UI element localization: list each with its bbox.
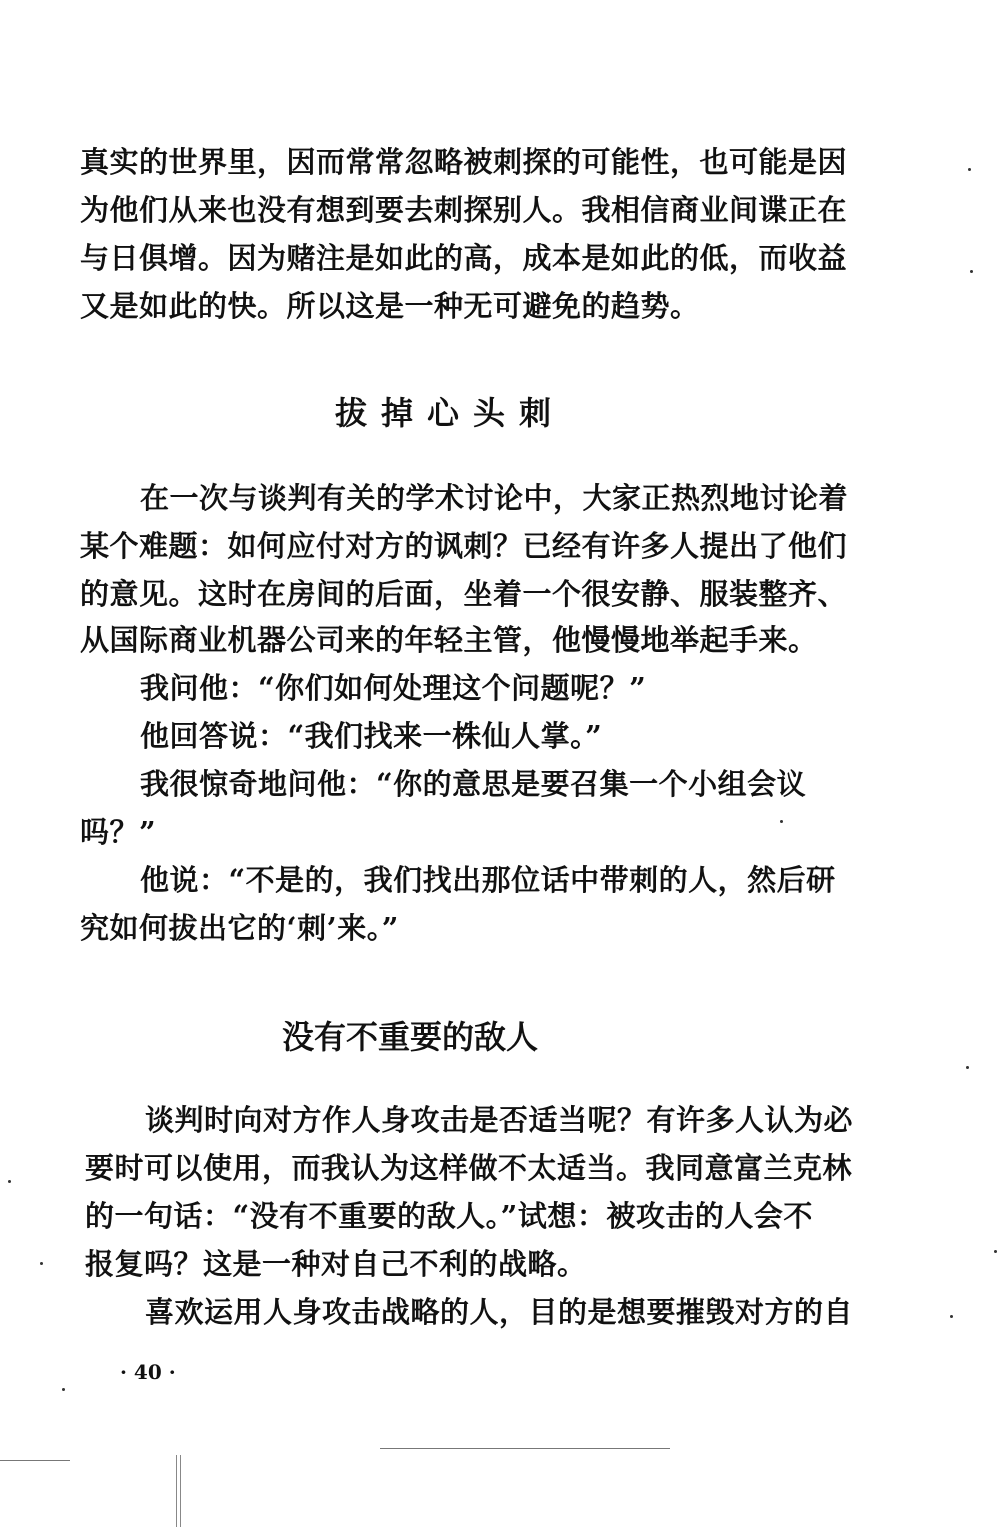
scan-speck	[8, 1180, 11, 1183]
scan-speck	[994, 1250, 997, 1253]
paragraph1-line-1: 真实的世界里，因而常常忽略被刺探的可能性，也可能是因	[80, 145, 848, 179]
scan-artifact-vertical-rule	[176, 1455, 177, 1527]
section1-line-6: 他回答说：“我们找来一株仙人掌。”	[140, 719, 603, 753]
section2-line-4: 报复吗？这是一种对自己不利的战略。	[85, 1247, 587, 1281]
section2-line-2: 要时可以使用，而我认为这样做不太适当。我同意富兰克林	[85, 1151, 853, 1185]
scan-speck	[40, 1262, 43, 1265]
scan-speck	[62, 1388, 65, 1391]
scan-speck	[968, 168, 971, 171]
scan-artifact-rule	[380, 1448, 670, 1449]
section1-line-10: 究如何拔出它的‘刺’来。”	[80, 911, 399, 945]
paragraph1-line-2: 为他们从来也没有想到要去刺探别人。我相信商业间谍正在	[80, 193, 848, 227]
section1-line-5: 我问他：“你们如何处理这个问题呢？”	[140, 671, 647, 705]
section1-line-2: 某个难题：如何应付对方的讽刺？已经有许多人提出了他们	[80, 529, 848, 563]
section1-line-8: 吗？”	[80, 815, 157, 849]
section2-title: 没有不重要的敌人	[281, 1018, 538, 1056]
section2-line-1: 谈判时向对方作人身攻击是否适当呢？有许多人认为必	[145, 1103, 854, 1137]
section1-line-4: 从国际商业机器公司来的年轻主管，他慢慢地举起手来。	[80, 623, 818, 657]
section1-title: 拔掉心头刺	[334, 394, 565, 432]
section1-line-3: 的意见。这时在房间的后面，坐着一个很安静、服装整齐、	[80, 577, 848, 611]
scan-speck	[966, 1066, 969, 1069]
page-number: · 40 ·	[120, 1360, 176, 1384]
paragraph1-line-4: 又是如此的快。所以这是一种无可避免的趋势。	[80, 289, 700, 323]
scan-speck	[970, 270, 973, 273]
paragraph1-line-3: 与日俱增。因为赌注是如此的高，成本是如此的低，而收益	[80, 241, 848, 275]
scan-speck	[780, 820, 783, 823]
scan-speck	[950, 1315, 953, 1318]
section1-line-7: 我很惊奇地问他：“你的意思是要召集一个小组会议	[140, 767, 807, 801]
section1-line-9: 他说：“不是的，我们找出那位话中带刺的人，然后研	[140, 863, 836, 897]
section2-line-3: 的一句话：“没有不重要的敌人。”试想：被攻击的人会不	[85, 1199, 813, 1233]
scan-artifact-rule-left	[0, 1460, 70, 1461]
scan-artifact-vertical-rule-2	[180, 1455, 181, 1527]
section2-line-5: 喜欢运用人身攻击战略的人，目的是想要摧毁对方的自	[145, 1295, 854, 1329]
section1-line-1: 在一次与谈判有关的学术讨论中，大家正热烈地讨论着	[140, 481, 849, 515]
